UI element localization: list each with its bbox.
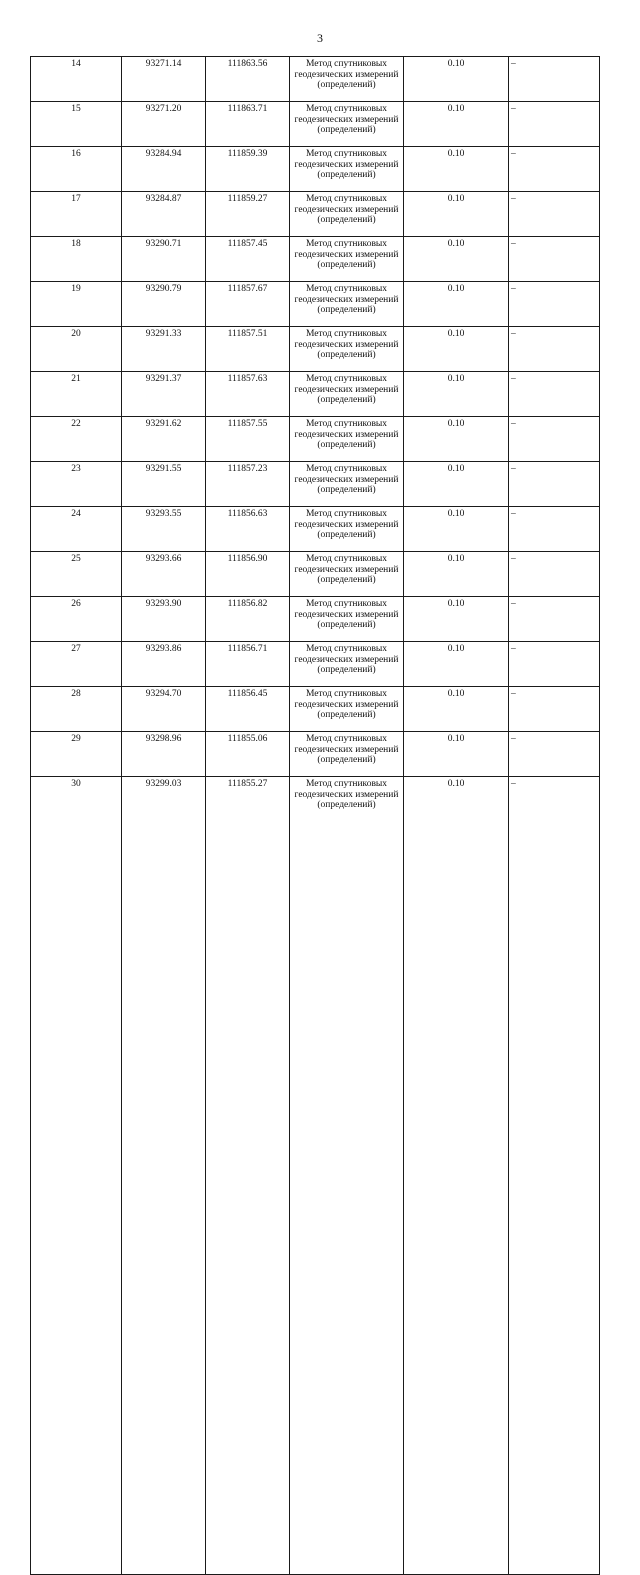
method-cell: Метод спутниковых геодезических измерений (определений) <box>290 642 404 687</box>
method-cell: Метод спутниковых геодезических измерений (определений) <box>290 552 404 597</box>
point-number-cell: 26 <box>31 597 122 642</box>
point-number-cell: 29 <box>31 732 122 777</box>
description-cell: – <box>509 102 600 147</box>
x-coordinate-cell: 93293.66 <box>122 552 206 597</box>
description-cell: – <box>509 57 600 102</box>
method-cell: Метод спутниковых геодезических измерений (определений) <box>290 147 404 192</box>
precision-cell: 0.10 <box>404 732 509 777</box>
x-coordinate-cell: 93293.90 <box>122 597 206 642</box>
y-coordinate-cell: 111859.27 <box>206 192 290 237</box>
y-coordinate-cell: 111857.63 <box>206 372 290 417</box>
page-number: 3 <box>317 31 323 45</box>
precision-cell: 0.10 <box>404 372 509 417</box>
description-cell: – <box>509 327 600 372</box>
method-cell: Метод спутниковых геодезических измерений (определений) <box>290 192 404 237</box>
y-coordinate-cell: 111857.45 <box>206 237 290 282</box>
precision-cell: 0.10 <box>404 282 509 327</box>
table-row <box>31 372 600 417</box>
description-cell: – <box>509 237 600 282</box>
table-row <box>31 102 600 147</box>
description-cell: – <box>509 777 600 1575</box>
point-number-cell: 18 <box>31 237 122 282</box>
x-coordinate-cell: 93293.55 <box>122 507 206 552</box>
description-cell: – <box>509 192 600 237</box>
method-cell: Метод спутниковых геодезических измерений (определений) <box>290 597 404 642</box>
method-cell: Метод спутниковых геодезических измерений (определений) <box>290 777 404 1575</box>
y-coordinate-cell: 111857.55 <box>206 417 290 462</box>
table-row <box>31 777 600 1575</box>
x-coordinate-cell: 93284.87 <box>122 192 206 237</box>
precision-cell: 0.10 <box>404 507 509 552</box>
precision-cell: 0.10 <box>404 327 509 372</box>
description-cell: – <box>509 507 600 552</box>
y-coordinate-cell: 111856.71 <box>206 642 290 687</box>
x-coordinate-cell: 93291.62 <box>122 417 206 462</box>
y-coordinate-cell: 111857.67 <box>206 282 290 327</box>
y-coordinate-cell: 111863.71 <box>206 102 290 147</box>
description-cell: – <box>509 732 600 777</box>
method-cell: Метод спутниковых геодезических измерений (определений) <box>290 687 404 732</box>
y-coordinate-cell: 111863.56 <box>206 57 290 102</box>
description-cell: – <box>509 372 600 417</box>
method-cell: Метод спутниковых геодезических измерений (определений) <box>290 57 404 102</box>
table-row <box>31 462 600 507</box>
precision-cell: 0.10 <box>404 687 509 732</box>
point-number-cell: 24 <box>31 507 122 552</box>
precision-cell: 0.10 <box>404 642 509 687</box>
method-cell: Метод спутниковых геодезических измерений (определений) <box>290 102 404 147</box>
y-coordinate-cell: 111857.23 <box>206 462 290 507</box>
method-cell: Метод спутниковых геодезических измерений (определений) <box>290 237 404 282</box>
point-number-cell: 17 <box>31 192 122 237</box>
x-coordinate-cell: 93291.33 <box>122 327 206 372</box>
table-row <box>31 687 600 732</box>
method-cell: Метод спутниковых геодезических измерений (определений) <box>290 282 404 327</box>
x-coordinate-cell: 93290.71 <box>122 237 206 282</box>
table-row <box>31 552 600 597</box>
precision-cell: 0.10 <box>404 102 509 147</box>
point-number-cell: 21 <box>31 372 122 417</box>
coordinates-table <box>30 56 600 1575</box>
point-number-cell: 30 <box>31 777 122 1575</box>
point-number-cell: 22 <box>31 417 122 462</box>
method-cell: Метод спутниковых геодезических измерений (определений) <box>290 372 404 417</box>
description-cell: – <box>509 462 600 507</box>
x-coordinate-cell: 93284.94 <box>122 147 206 192</box>
point-number-cell: 20 <box>31 327 122 372</box>
method-cell: Метод спутниковых геодезических измерений (определений) <box>290 327 404 372</box>
method-cell: Метод спутниковых геодезических измерений (определений) <box>290 732 404 777</box>
x-coordinate-cell: 93271.14 <box>122 57 206 102</box>
description-cell: – <box>509 417 600 462</box>
description-cell: – <box>509 687 600 732</box>
table-row <box>31 147 600 192</box>
precision-cell: 0.10 <box>404 192 509 237</box>
point-number-cell: 19 <box>31 282 122 327</box>
precision-cell: 0.10 <box>404 462 509 507</box>
table-row <box>31 237 600 282</box>
method-cell: Метод спутниковых геодезических измерений (определений) <box>290 507 404 552</box>
y-coordinate-cell: 111856.90 <box>206 552 290 597</box>
y-coordinate-cell: 111859.39 <box>206 147 290 192</box>
y-coordinate-cell: 111856.63 <box>206 507 290 552</box>
precision-cell: 0.10 <box>404 237 509 282</box>
y-coordinate-cell: 111855.27 <box>206 777 290 1575</box>
point-number-cell: 28 <box>31 687 122 732</box>
y-coordinate-cell: 111856.45 <box>206 687 290 732</box>
precision-cell: 0.10 <box>404 597 509 642</box>
x-coordinate-cell: 93294.70 <box>122 687 206 732</box>
x-coordinate-cell: 93291.37 <box>122 372 206 417</box>
description-cell: – <box>509 552 600 597</box>
table-row <box>31 192 600 237</box>
table-row <box>31 327 600 372</box>
point-number-cell: 14 <box>31 57 122 102</box>
method-cell: Метод спутниковых геодезических измерений (определений) <box>290 417 404 462</box>
x-coordinate-cell: 93291.55 <box>122 462 206 507</box>
y-coordinate-cell: 111857.51 <box>206 327 290 372</box>
table-row <box>31 642 600 687</box>
point-number-cell: 23 <box>31 462 122 507</box>
x-coordinate-cell: 93293.86 <box>122 642 206 687</box>
x-coordinate-cell: 93298.96 <box>122 732 206 777</box>
method-cell: Метод спутниковых геодезических измерений (определений) <box>290 462 404 507</box>
y-coordinate-cell: 111856.82 <box>206 597 290 642</box>
table-row <box>31 597 600 642</box>
table-row <box>31 732 600 777</box>
table-row <box>31 417 600 462</box>
table-row <box>31 57 600 102</box>
point-number-cell: 27 <box>31 642 122 687</box>
point-number-cell: 25 <box>31 552 122 597</box>
description-cell: – <box>509 282 600 327</box>
precision-cell: 0.10 <box>404 777 509 1575</box>
description-cell: – <box>509 597 600 642</box>
description-cell: – <box>509 147 600 192</box>
description-cell: – <box>509 642 600 687</box>
x-coordinate-cell: 93299.03 <box>122 777 206 1575</box>
table-row <box>31 507 600 552</box>
x-coordinate-cell: 93271.20 <box>122 102 206 147</box>
precision-cell: 0.10 <box>404 552 509 597</box>
precision-cell: 0.10 <box>404 57 509 102</box>
precision-cell: 0.10 <box>404 147 509 192</box>
x-coordinate-cell: 93290.79 <box>122 282 206 327</box>
precision-cell: 0.10 <box>404 417 509 462</box>
point-number-cell: 15 <box>31 102 122 147</box>
table-row <box>31 282 600 327</box>
point-number-cell: 16 <box>31 147 122 192</box>
y-coordinate-cell: 111855.06 <box>206 732 290 777</box>
